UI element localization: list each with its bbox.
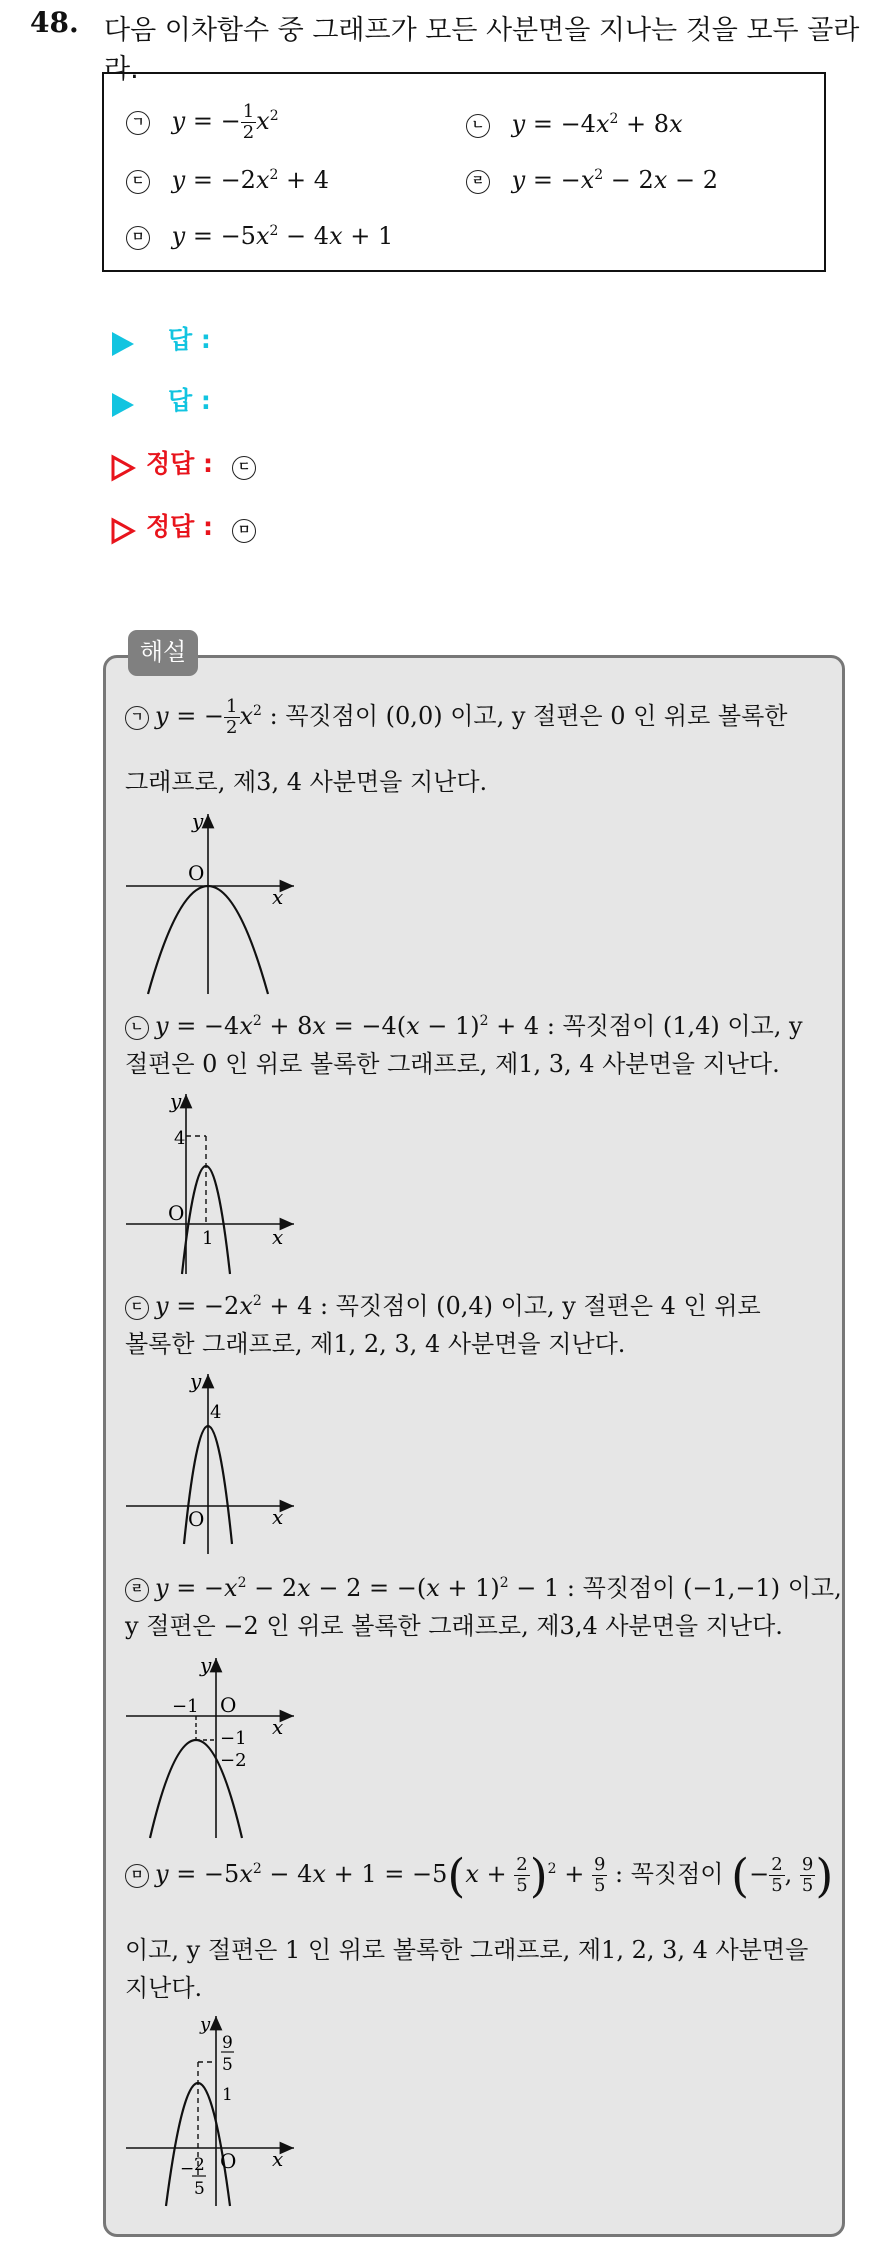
correct-answer-1: ㄷ <box>232 456 256 480</box>
explanation-item-4-line-2: y 절편은 −2 인 위로 볼록한 그래프로, 제3,4 사분면을 지난다. <box>125 1612 783 1640</box>
graph-5-x-label: x <box>272 2147 284 2171</box>
graph-2-vertex-x: 1 <box>202 1228 214 1249</box>
graph-2-x-label: x <box>272 1225 284 1249</box>
graph-5-vertex-y-num: 9 <box>222 2033 233 2053</box>
graph-3 <box>122 1368 302 1556</box>
outline-arrow-icon <box>110 517 136 545</box>
graph-5-vertex-y-den: 5 <box>222 2055 233 2075</box>
graph-4-intercept: −2 <box>220 1750 247 1771</box>
graph-4-origin: O <box>220 1693 237 1717</box>
graph-5-y-label: y <box>200 2014 211 2035</box>
play-arrow-icon <box>112 393 134 417</box>
choice-5: ㅁ $y = -5x^2 - 4x + 1$ <box>126 222 393 250</box>
choice-3-mark: ㄷ <box>126 170 150 194</box>
explanation-item-2-line-1: ㄴ $y = -4x^2 + 8x = -4(x - 1)^2 + 4$ : 꼭짓점이 (1,4) 이고, y <box>125 1006 803 1041</box>
graph-5 <box>122 2010 302 2210</box>
choices-box <box>102 72 826 272</box>
explanation-item-5-line-2: 이고, y 절편은 1 인 위로 볼록한 그래프로, 제1, 2, 3, 4 사분면을 <box>125 1936 809 1964</box>
explanation-item-3-line-2: 볼록한 그래프로, 제1, 2, 3, 4 사분면을 지난다. <box>125 1330 626 1358</box>
play-arrow-icon <box>112 332 134 356</box>
graph-5-origin: O <box>220 2149 237 2173</box>
correct-label: 정답 : <box>146 512 214 541</box>
explanation-item-1-line-1: ㄱ y = − $\frac{1}{2}$ $x^2$ : 꼭짓점이 (0,0) 이고, y 절편은 0 인 위로 볼록한 <box>125 696 787 738</box>
correct-row-2 <box>110 507 270 545</box>
graph-3-vertex-y: 4 <box>210 1402 222 1423</box>
choice-2: ㄴ $y = -4x^2 + 8x$ <box>466 110 683 138</box>
choice-4: ㄹ $y = -x^2 - 2x - 2$ <box>466 166 718 194</box>
graph-5-minus: − <box>180 2159 195 2179</box>
graph-4-vertex-x: −1 <box>172 1696 199 1717</box>
graph-4-y-label: y <box>200 1653 212 1677</box>
graph-5-vertex-x-den: 5 <box>194 2179 205 2199</box>
outline-arrow-icon <box>110 454 136 482</box>
choice-1: ㄱ y = − $\frac{1}{2}$ $x^2$ <box>126 102 279 143</box>
answer-label: 답 : <box>168 386 211 415</box>
graph-4 <box>122 1652 302 1840</box>
question-number: 48. <box>30 6 79 39</box>
correct-answer-2: ㅁ <box>232 519 256 543</box>
graph-2-origin: O <box>168 1201 185 1225</box>
answer-row-1 <box>112 320 211 356</box>
graph-4-vertex-y: −1 <box>220 1728 247 1749</box>
graph-1 <box>122 808 302 996</box>
explanation-item-1-line-2: 그래프로, 제3, 4 사분면을 지난다. <box>125 768 488 796</box>
graph-1-x-label: x <box>272 885 284 909</box>
choice-4-mark: ㄹ <box>466 170 490 194</box>
choice-5-mark: ㅁ <box>126 226 150 250</box>
graph-4-x-label: x <box>272 1715 284 1739</box>
explanation-item-3-line-1: ㄷ $y = -2x^2 + 4$ : 꼭짓점이 (0,4) 이고, y 절편은 4 인 위로 <box>125 1286 761 1321</box>
correct-label: 정답 : <box>146 449 214 478</box>
explanation-item-5-line-1: ㅁ $y = -5x^2 - 4x + 1 = -5(x$ + $\frac{2}{5}$ )$^2$ + $\frac{9}{5}$ : 꼭짓점이 (− $\frac{2}{5}$ , $\frac{9}{5}$ ) <box>125 1854 833 1896</box>
graph-3-origin: O <box>188 1507 205 1531</box>
graph-1-y-label: y <box>192 809 204 833</box>
explanation-item-4-line-1: ㄹ $y = -x^2 - 2x - 2 = -(x + 1)^2 - 1$ : 꼭짓점이 (−1,−1) 이고, <box>125 1568 842 1603</box>
graph-3-y-label: y <box>190 1369 202 1393</box>
graph-2-vertex-y: 4 <box>174 1128 186 1149</box>
graph-2 <box>122 1088 302 1276</box>
choice-3: ㄷ $y = -2x^2 + 4$ <box>126 166 329 194</box>
correct-row-1 <box>110 444 270 482</box>
graph-5-intercept: 1 <box>222 2085 233 2105</box>
explanation-tag: 해설 <box>128 630 198 676</box>
graph-1-origin: O <box>188 861 205 885</box>
question-text: 다음 이차함수 중 그래프가 모든 사분면을 지나는 것을 모두 골라라. <box>104 15 860 85</box>
answer-row-2 <box>112 381 211 417</box>
graph-5-vertex-x-num: 2 <box>194 2155 205 2175</box>
explanation-item-2-line-2: 절편은 0 인 위로 볼록한 그래프로, 제1, 3, 4 사분면을 지난다. <box>125 1050 780 1078</box>
graph-2-y-label: y <box>170 1089 182 1113</box>
choice-2-mark: ㄴ <box>466 114 490 138</box>
explanation-item-5-line-3: 지난다. <box>125 1974 203 2002</box>
graph-3-x-label: x <box>272 1505 284 1529</box>
answer-label: 답 : <box>168 325 211 354</box>
choice-1-mark: ㄱ <box>126 111 150 135</box>
